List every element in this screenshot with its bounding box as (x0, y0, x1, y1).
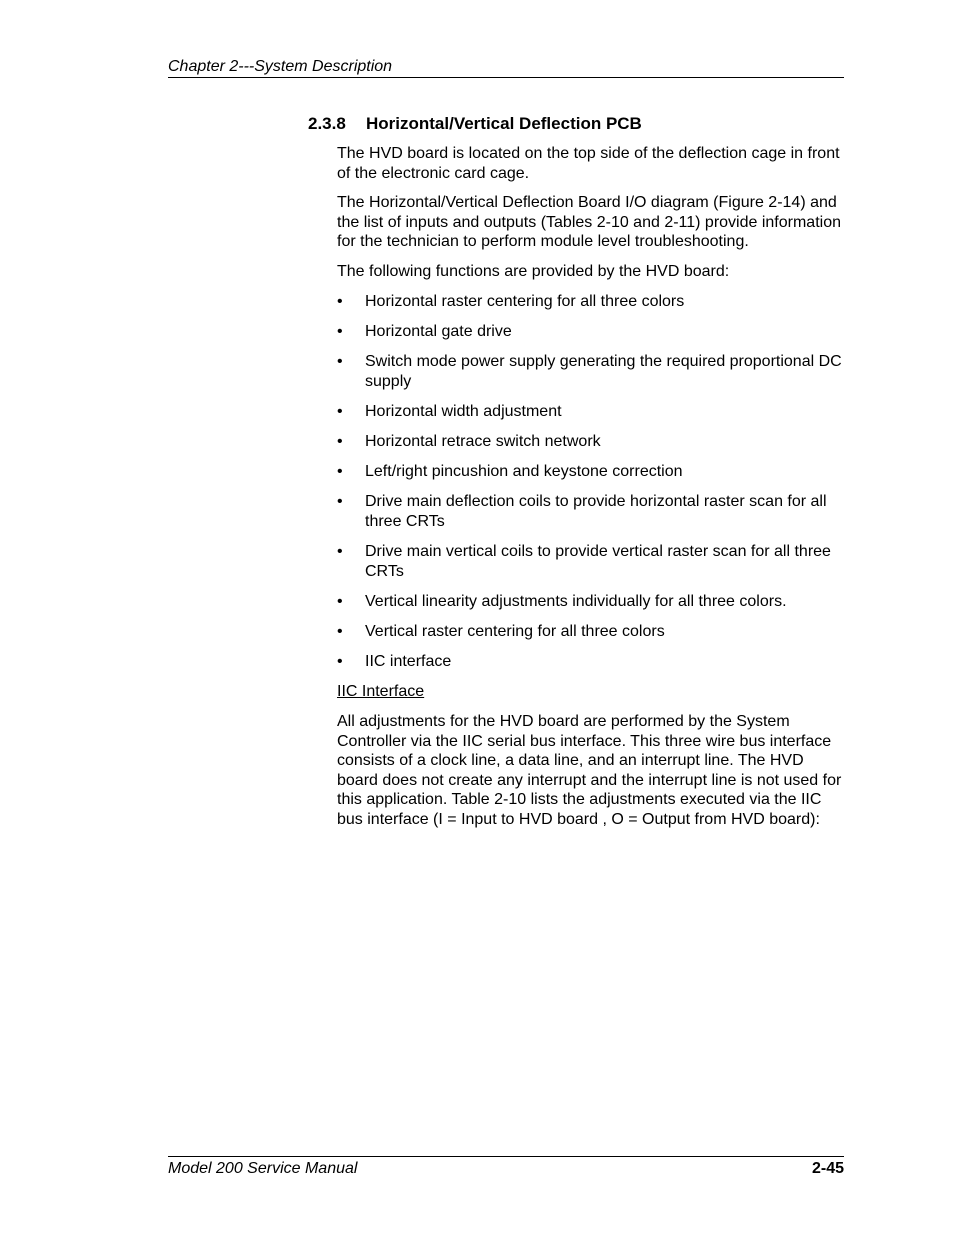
bullet-icon: • (337, 352, 343, 370)
subsection-heading: IIC Interface (337, 683, 425, 701)
bullet-icon: • (337, 592, 343, 610)
list-item: • Horizontal raster centering for all three colors (337, 292, 685, 310)
bullet-icon: • (337, 493, 343, 511)
manual-title: Model 200 Service Manual (168, 1160, 358, 1177)
list-item: • Switch mode power supply generating the required proportional DC supply (337, 352, 842, 390)
paragraph-functions-intro: The following functions are provided by the HVD board: (337, 262, 730, 280)
bullet-icon: • (337, 292, 343, 310)
bullet-icon: • (337, 653, 343, 671)
chapter-title: Chapter 2---System Description (168, 58, 393, 75)
list-item: • Vertical linearity adjustments individually for all three colors. (337, 592, 787, 610)
list-item: • Horizontal gate drive (337, 322, 512, 340)
list-item: • Drive main vertical coils to provide vertical raster scan for all three CRTs (337, 543, 831, 580)
bullet-icon: • (337, 432, 343, 450)
bullet-icon: • (337, 623, 343, 641)
subsection-paragraph: All adjustments for the HVD board are performed by the System Controller via the IIC serial bus interface. This three wire bus interface consists of a clock line, a data line, and an interrupt line. The HVD board does not create any interrupt and the interrupt line is not used for this application. Table 2-10 lists the adjustments executed via the IIC bus interface (I = Input to HVD board , O = Output from HVD board): (337, 713, 842, 828)
running-footer (168, 1156, 844, 1179)
section-number: 2.3.8 (308, 114, 346, 133)
list-item: • IIC interface (337, 653, 452, 671)
running-header (168, 57, 844, 78)
bullet-icon: • (337, 543, 343, 561)
list-item: • Horizontal retrace switch network (337, 432, 601, 450)
section-title: Horizontal/Vertical Deflection PCB (366, 114, 642, 133)
section-heading (308, 114, 642, 134)
bullet-icon: • (337, 402, 343, 420)
list-item: • Horizontal width adjustment (337, 402, 562, 420)
list-item: • Drive main deflection coils to provide horizontal raster scan for all three CRTs (337, 493, 827, 530)
body-column (337, 144, 847, 840)
bullet-icon: • (337, 463, 343, 481)
functions-list (337, 292, 847, 672)
page-number: 2-45 (811, 1160, 844, 1177)
list-item: • Left/right pincushion and keystone correction (337, 463, 683, 481)
bullet-icon: • (337, 322, 343, 340)
paragraph-location: The HVD board is located on the top side of the deflection cage in front of the electronic card cage. (337, 145, 840, 182)
list-item: • Vertical raster centering for all three colors (337, 623, 665, 641)
paragraph-io-diagram: The Horizontal/Vertical Deflection Board I/O diagram (Figure 2-14) and the list of inputs and outputs (Tables 2-10 and 2-11) provide information for the technician to perform module level troubleshooting. (337, 194, 841, 251)
